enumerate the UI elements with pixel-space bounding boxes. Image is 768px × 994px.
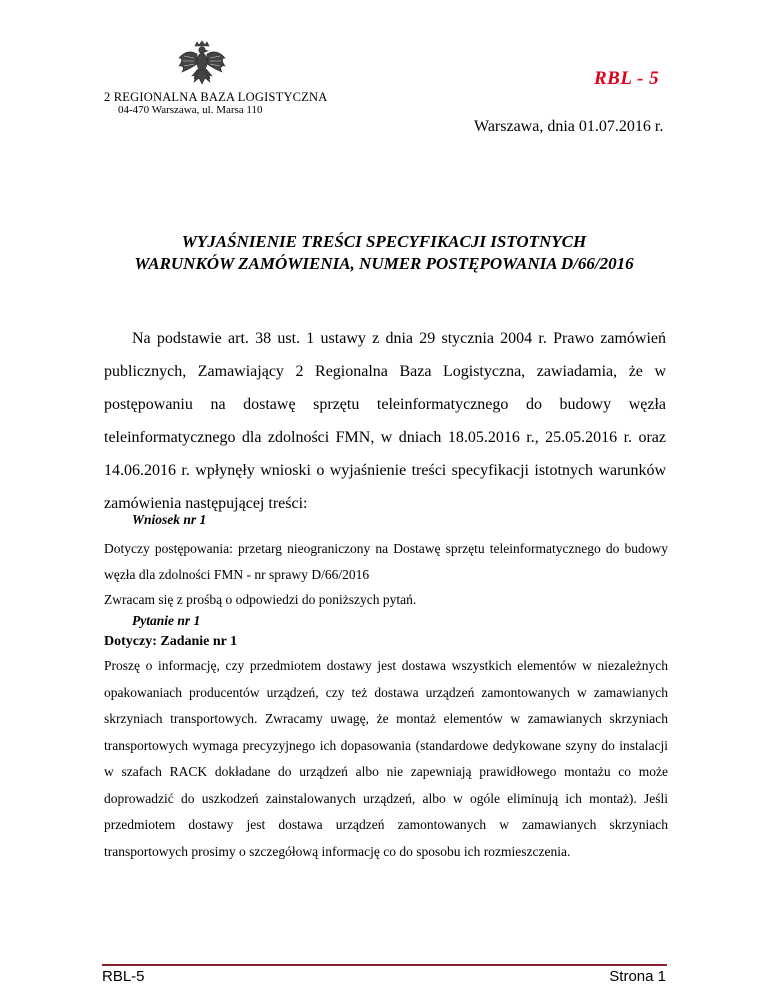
- question-text: Proszę o informację, czy przedmiotem dostawy jest dostawa wszystkich elementów w niezależnych opakowaniach producentów urządzeń, czy też dostawa urządzeń zamontowanych w zamawianych skrzyniach transportowych. Zwracamy uwagę, że montaż elementów w zamawianych skrzyniach transportowych wymaga precyzyjnego ich dopasowania (standardowe dedykowane szyny do instalacji w szafach RACK dokładane do urządzeń albo nie zapewniają prawidłowego montażu co może doprowadzić do uszkodzeń zainstalowanych urządzeń, albo w ogóle eliminują ich montaż). Jeśli przedmiotem dostawy jest dostawa urządzeń zamontowanych w zamawianych skrzyniach transportowych prosimy o szczegółową informację co do sposobu ich rozmieszczenia.: [104, 658, 668, 859]
- place-and-date: Warszawa, dnia 01.07.2016 r.: [474, 118, 664, 135]
- footer-divider: [102, 964, 667, 966]
- question-label: Pytanie nr 1: [132, 613, 201, 628]
- request-label: Wniosek nr 1: [132, 512, 207, 527]
- request-body: [104, 536, 668, 613]
- organization-name: 2 REGIONALNA BAZA LOGISTYCZNA: [104, 90, 328, 104]
- reference-code: RBL - 5: [594, 68, 660, 89]
- document-title-line-1: WYJAŚNIENIE TREŚCI SPECYFIKACJI ISTOTNYCH: [181, 232, 587, 251]
- intro-paragraph: [104, 322, 666, 520]
- intro-text: Na podstawie art. 38 ust. 1 ustawy z dnia 29 stycznia 2004 r. Prawo zamówień publicznych, Zamawiający 2 Regionalna Baza Logistyczna, zawiadamia, że w postępowaniu na dostawę sprzętu teleinformatycznego do budowy węzła teleinformatycznego dla zdolności FMN, w dniach 18.05.2016 r., 25.05.2016 r. oraz 14.06.2016 r. wpłynęły wnioski o wyjaśnienie treści specyfikacji istotnych warunków zamówienia następującej treści:: [104, 330, 666, 512]
- footer-document-code: RBL-5: [102, 968, 145, 985]
- organization-address: 04-470 Warszawa, ul. Marsa 110: [118, 104, 263, 116]
- footer-page-number: Strona 1: [609, 968, 666, 985]
- question-subject: Dotyczy: Zadanie nr 1: [104, 634, 238, 649]
- eagle-emblem-icon: [176, 40, 228, 92]
- request-text: Dotyczy postępowania: przetarg nieograniczony na Dostawę sprzętu teleinformatycznego do budowy węzła dla zdolności FMN - nr sprawy D/66/2016: [104, 541, 668, 582]
- request-greeting: Zwracam się z prośbą o odpowiedzi do poniższych pytań.: [104, 592, 417, 607]
- document-title-line-2: WARUNKÓW ZAMÓWIENIA, NUMER POSTĘPOWANIA D/66/2016: [134, 254, 634, 273]
